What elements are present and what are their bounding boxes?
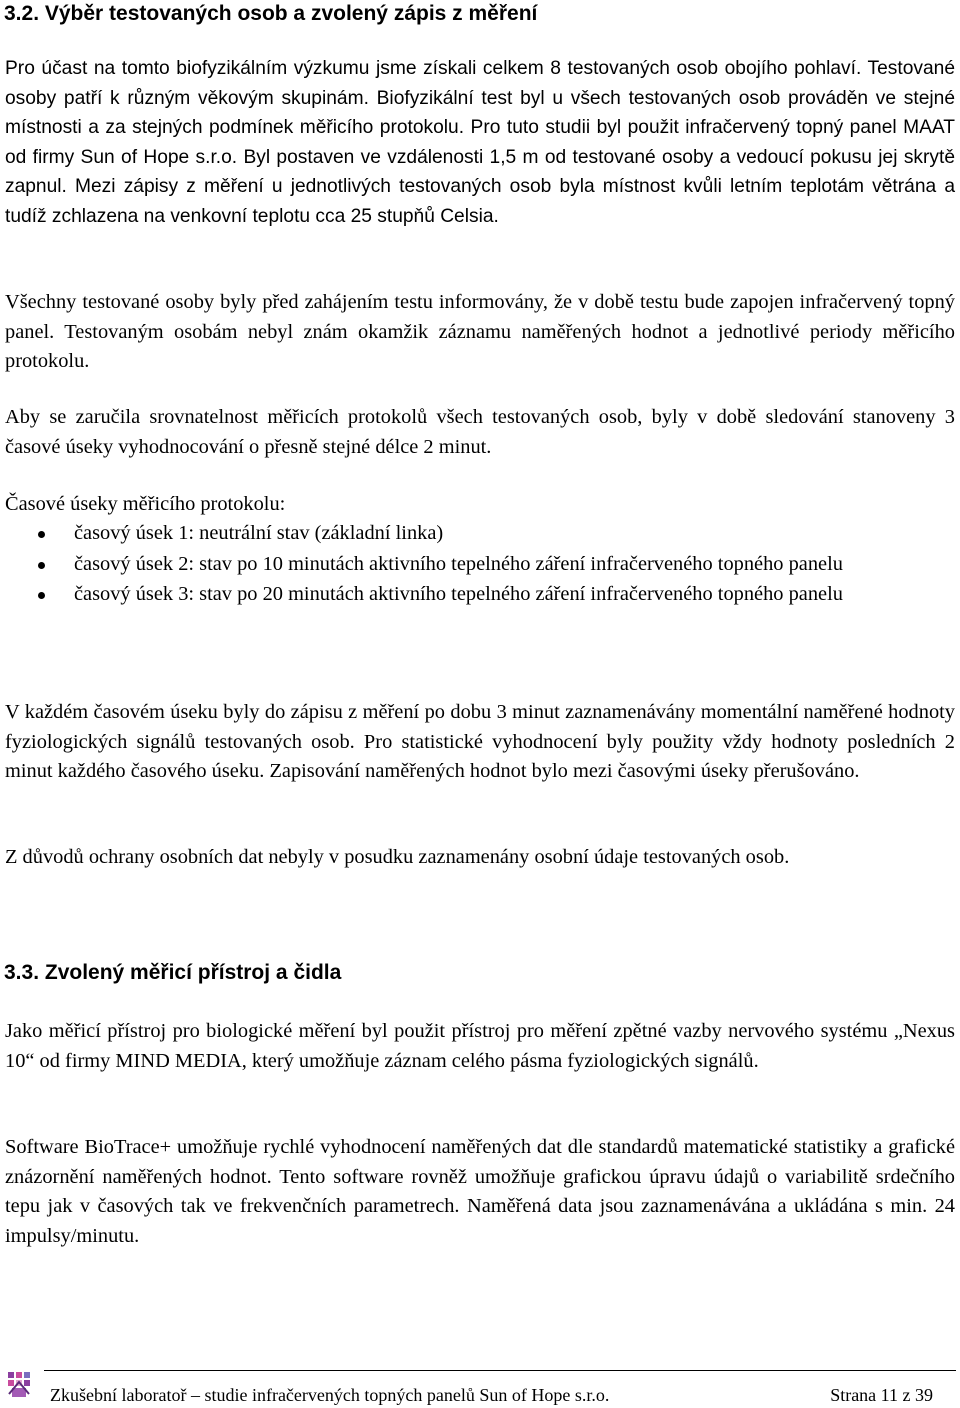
bullet-icon bbox=[38, 531, 45, 538]
footer-divider bbox=[44, 1370, 956, 1371]
list-item bbox=[0, 519, 955, 549]
list-item bbox=[0, 550, 955, 580]
paragraph-informed: Všechny testované osoby byly před zahájením testu informovány, že v době testu bude zapojen infračervený topný panel. Testovaným osobám nebyl znám okamžik záznamu naměřených hodnot a jednotlivé periody měřicího protokolu. bbox=[5, 291, 955, 372]
lab-logo-icon bbox=[5, 1370, 33, 1400]
footer-title: Zkušební laboratoř – studie infračervených topných panelů Sun of Hope s.r.o. bbox=[50, 1385, 610, 1405]
bullet-icon bbox=[38, 562, 45, 569]
time-segments-list bbox=[0, 519, 960, 611]
bullet-icon bbox=[38, 592, 45, 599]
paragraph-participants: Pro účast na tomto biofyzikálním výzkumu jsme získali celkem 8 testovaných osob obojího pohlaví. Testované osoby patří k různým věkovým skupinám. Biofyzikální test byl u všech testovaných osob prováděn ve stejné místnosti a za stejných podmínek měřicího protokolu. Pro tuto studii byl použit infračervený topný panel MAAT od firmy Sun of Hope s.r.o. Byl postaven ve vzdálenosti 1,5 m od testované osoby a vedoucí pokusu jej skrytě zapnul. Mezi zápisy z měření u jednotlivých testovaných osob byla místnost kvůli letním teplotám větrána a tudíž zchlazena na venkovní teplotu cca 25 stupňů Celsia. bbox=[5, 58, 955, 227]
list-item-text: časový úsek 3: stav po 20 minutách aktivního tepelného záření infračerveného topného panelu bbox=[74, 583, 843, 605]
paragraph-privacy: Z důvodů ochrany osobních dat nebyly v posudku zaznamenány osobní údaje testovaných osob. bbox=[5, 846, 790, 868]
paragraph-comparability: Aby se zaručila srovnatelnost měřicích protokolů všech testovaných osob, byly v době sledování stanoveny 3 časové úseky vyhodnocování o přesně stejné délce 2 minut. bbox=[5, 406, 955, 458]
list-item-text: časový úsek 2: stav po 10 minutách aktivního tepelného záření infračerveného topného panelu bbox=[74, 552, 843, 575]
paragraph-device: Jako měřicí přístroj pro biologické měření byl použit přístroj pro měření zpětné vazby nervového systému „Nexus 10“ od firmy MIND MEDIA, který umožňuje záznam celého pásma fyziologických signálů. bbox=[5, 1020, 955, 1072]
section-heading-3-3: 3.3. Zvolený měřicí přístroj a čidla bbox=[4, 961, 342, 984]
paragraph-software: Software BioTrace+ umožňuje rychlé vyhodnocení naměřených dat dle standardů matematické statistiky a grafické znázornění naměřených hodnot. Tento software rovněž umožňuje grafickou úpravu údajů o variabilitě srdečního tepu jak v časových tak ve frekvenčních parametrech. Naměřená data jsou zaznamenávána a ukládána s min. 24 impulsy/minutu. bbox=[5, 1136, 955, 1247]
list-intro: Časové úseky měřicího protokolu: bbox=[5, 493, 286, 515]
footer-page-number: Strana 11 z 39 bbox=[830, 1385, 933, 1405]
list-item-text: časový úsek 1: neutrální stav (základní linka) bbox=[74, 522, 444, 544]
paragraph-recording: V každém časovém úseku byly do zápisu z měření po dobu 3 minut zaznamenávány momentální naměřené hodnoty fyziologických signálů testovaných osob. Pro statistické vyhodnocení byly použity vždy hodnoty posledních 2 minut každého časového úseku. Zapisování naměřených hodnot bylo mezi časovými úseky přerušováno. bbox=[5, 701, 955, 782]
list-item bbox=[0, 580, 955, 610]
section-heading-3-2: 3.2. Výběr testovaných osob a zvolený zápis z měření bbox=[4, 2, 538, 25]
